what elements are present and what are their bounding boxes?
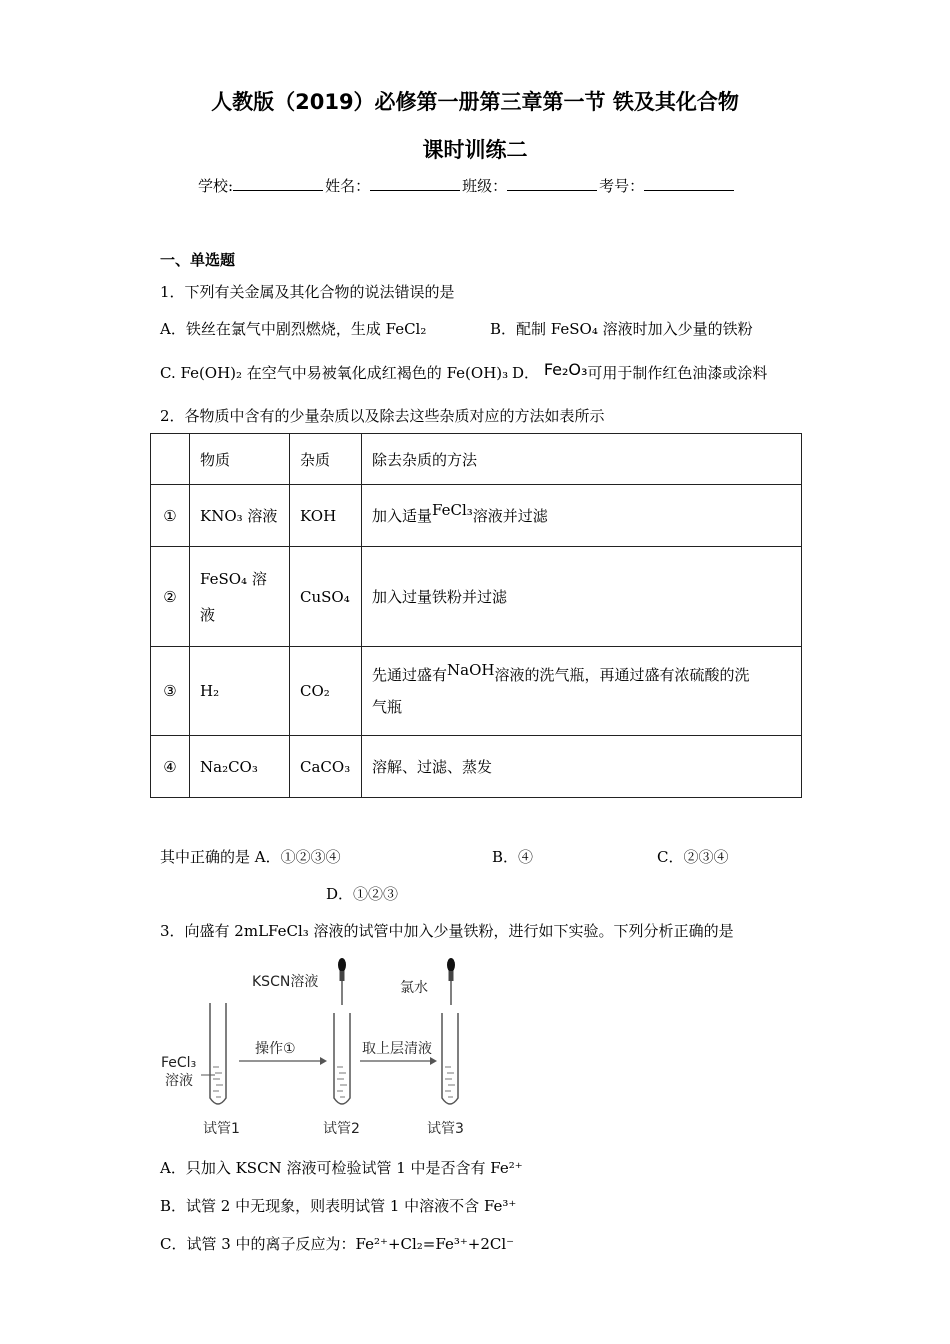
q2-stem: 2．各物质中含有的少量杂质以及除去这些杂质对应的方法如表所示 (160, 407, 605, 425)
method-text: 气瓶 (372, 698, 403, 716)
impurity-cell: CO₂ (290, 647, 362, 736)
impurity-cell: KOH (290, 485, 362, 547)
q3-option-a[interactable]: A．只加入 KSCN 溶液可检验试管 1 中是否含有 Fe²⁺ (160, 1159, 523, 1177)
q1-option-d-label: D． (512, 364, 540, 382)
header-cell-impurity: 杂质 (290, 434, 362, 485)
method-text: 先通过盛有 (372, 666, 448, 684)
method-cell (362, 647, 802, 736)
impurity-table (150, 433, 802, 798)
section-heading: 一、单选题 (160, 251, 236, 269)
q1-option-a[interactable]: A．铁丝在氯气中剧烈燃烧，生成 FeCl₂ (160, 320, 427, 338)
method-formula: NaOH (447, 661, 495, 679)
header-cell-method: 除去杂质的方法 (362, 434, 802, 485)
row-number: ④ (151, 736, 190, 798)
class-blank[interactable] (507, 176, 597, 191)
method-cell: 加入过量铁粉并过滤 (362, 547, 802, 647)
substance-cell (190, 547, 290, 647)
method-formula: FeCl₃ (432, 501, 473, 519)
solution-label: 溶液 (165, 1073, 193, 1089)
test-tube-icon (442, 1013, 458, 1104)
tube-label: 试管1 (203, 1121, 240, 1137)
row-number: ③ (151, 647, 190, 736)
impurity-cell: CuSO₄ (290, 547, 362, 647)
solution-label: FeCl₃ (161, 1055, 197, 1071)
q3-option-c[interactable]: C．试管 3 中的离子反应为：Fe²⁺+Cl₂=Fe³⁺+2Cl⁻ (160, 1235, 515, 1253)
q2-option-b[interactable]: B．④ (492, 848, 534, 866)
school-label: 学校: (198, 177, 234, 195)
page-title: 人教版（2019）必修第一册第三章第一节 铁及其化合物 (211, 90, 739, 114)
method-cell: 溶解、过滤、蒸发 (362, 736, 802, 798)
row-number: ① (151, 485, 190, 547)
method-text: 加入适量 (372, 507, 433, 525)
substance-line: FeSO₄ 溶 (200, 569, 267, 588)
method-text: 溶液的洗气瓶，再通过盛有浓硫酸的洗 (494, 666, 750, 684)
q1-option-b[interactable]: B．配制 FeSO₄ 溶液时加入少量的铁粉 (490, 320, 753, 338)
name-blank[interactable] (370, 176, 460, 191)
header-cell-substance: 物质 (190, 434, 290, 485)
test-tube-icon (334, 1013, 350, 1104)
q2-option-c[interactable]: C．②③④ (657, 848, 729, 866)
table-row (151, 547, 802, 647)
experiment-figure (155, 955, 485, 1145)
fe2o3-formula: Fe₂O₃ (543, 360, 588, 379)
reagent-label: KSCN溶液 (252, 974, 319, 990)
q1-option-d[interactable] (512, 362, 767, 383)
table-row (151, 736, 802, 798)
substance-cell: Na₂CO₃ (190, 736, 290, 798)
step-label: 操作① (255, 1041, 296, 1057)
substance-line: 液 (200, 605, 216, 624)
exam-no-blank[interactable] (644, 176, 734, 191)
q2-option-d[interactable]: D．①②③ (326, 885, 399, 903)
dropper-icon (447, 958, 455, 1005)
name-label: 姓名： (325, 177, 371, 195)
q3-stem: 3．向盛有 2mLFeCl₃ 溶液的试管中加入少量铁粉，进行如下实验。下列分析正确的是 (160, 922, 734, 940)
impurity-cell: CaCO₃ (290, 736, 362, 798)
row-number: ② (151, 547, 190, 647)
dropper-icon (338, 958, 346, 1005)
table-row (151, 647, 802, 736)
reagent-label: 氯水 (400, 980, 428, 996)
page-subtitle: 课时训练二 (422, 138, 528, 162)
tube-label: 试管3 (427, 1121, 464, 1137)
q2-option-a[interactable]: 其中正确的是 A．①②③④ (160, 848, 341, 866)
table-header-row (151, 434, 802, 485)
header-cell-index (151, 434, 190, 485)
tube-label: 试管2 (323, 1121, 360, 1137)
school-blank[interactable] (233, 176, 323, 191)
class-label: 班级： (462, 177, 508, 195)
test-tube-icon (210, 1003, 226, 1104)
student-info-row (198, 175, 736, 196)
substance-cell: KNO₃ 溶液 (190, 485, 290, 547)
q1-option-c[interactable]: C. Fe(OH)₂ 在空气中易被氧化成红褐色的 Fe(OH)₃ (160, 364, 509, 382)
exam-no-label: 考号： (599, 177, 645, 195)
q1-stem: 1．下列有关金属及其化合物的说法错误的是 (160, 283, 455, 301)
substance-cell: H₂ (190, 647, 290, 736)
method-text: 溶液并过滤 (472, 507, 548, 525)
q1-option-d-text: 可用于制作红色油漆或涂料 (587, 364, 768, 382)
table-row (151, 485, 802, 547)
q3-option-b[interactable]: B．试管 2 中无现象，则表明试管 1 中溶液不含 Fe³⁺ (160, 1197, 517, 1215)
method-cell (362, 485, 802, 547)
step-label: 取上层清液 (362, 1041, 432, 1057)
